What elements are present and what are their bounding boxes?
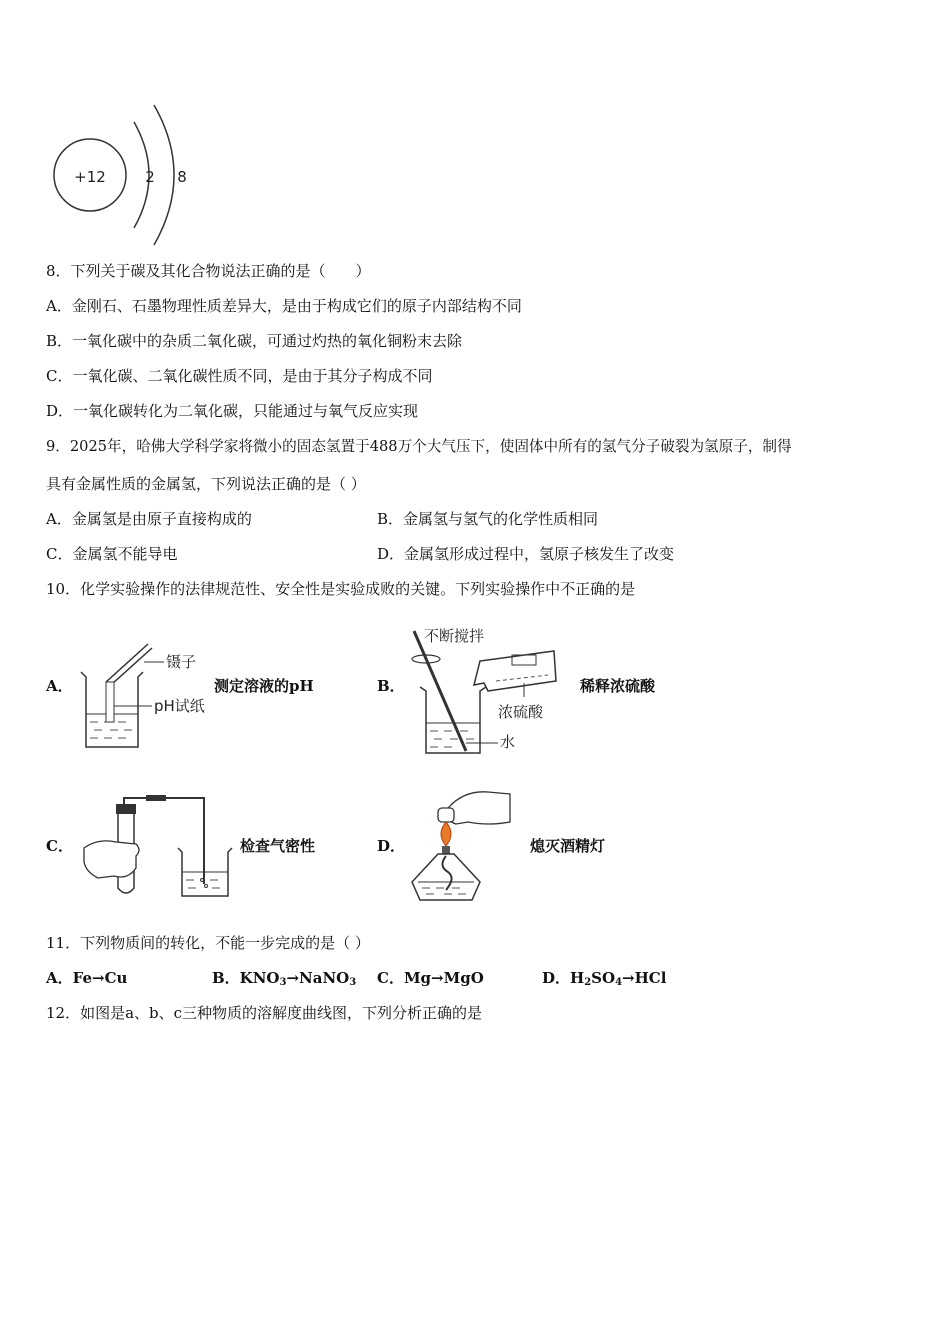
- q10-c-caption: 检查气密性: [240, 837, 316, 855]
- tweezers-arm-1: [106, 644, 148, 682]
- q9-option-c: C．金属氢不能导电: [46, 545, 178, 563]
- q9-option-d: D．金属氢形成过程中，氢原子核发生了改变: [377, 545, 675, 563]
- label-water: 水: [500, 733, 516, 751]
- lamp-body: [412, 854, 480, 900]
- electron-shell-2: [154, 105, 174, 245]
- shell-1-electrons: 2: [145, 168, 155, 186]
- q10-b-letter: B．: [377, 677, 405, 695]
- shell-2-electrons: 8: [177, 168, 187, 186]
- liquid-pattern: [90, 722, 132, 738]
- alcohol-lamp-figure: [408, 786, 518, 906]
- nucleus-charge: +12: [74, 168, 106, 186]
- reagent-bottle: [474, 651, 556, 691]
- q10-c-letter: C．: [46, 837, 73, 855]
- q11-option-a: A．Fe→Cu: [46, 969, 128, 987]
- flame: [441, 822, 451, 846]
- q9-stem-line2: 具有金属性质的金属氢，下列说法正确的是（ ）: [46, 475, 366, 493]
- tweezers-arm-2: [112, 648, 152, 684]
- lamp-cap: [438, 808, 454, 822]
- label-tweezers: 镊子: [166, 653, 197, 671]
- q9-stem-line1: 9．2025年，哈佛大学科学家将微小的固态氢置于488万个大气压下，使固体中所有的氢气分子破裂为氢原子，制得: [46, 438, 792, 455]
- q8-option-c: C．一氧化碳、二氧化碳性质不同，是由于其分子构成不同: [46, 367, 433, 385]
- label-ph-paper: pH试纸: [154, 697, 205, 715]
- label-stir: 不断搅拌: [424, 627, 485, 645]
- hand-d: [447, 792, 510, 824]
- q10-a-caption: 测定溶液的pH: [214, 677, 314, 695]
- q11-stem: 11．下列物质间的转化，不能一步完成的是（ ）: [46, 934, 370, 952]
- label-conc-acid: 浓硫酸: [498, 703, 544, 721]
- ph-test-figure: [76, 642, 216, 752]
- q12-stem: 12．如图是a、b、c三种物质的溶解度曲线图，下列分析正确的是: [46, 1004, 483, 1022]
- glass-rod: [414, 631, 466, 751]
- q8-option-a: A．金刚石、石墨物理性质差异大，是由于构成它们的原子内部结构不同: [46, 297, 522, 315]
- ph-paper: [106, 682, 114, 722]
- q8-option-d: D．一氧化碳转化为二氧化碳，只能通过与氧气反应实现: [46, 402, 419, 420]
- q10-d-letter: D．: [377, 837, 406, 855]
- q8-option-b: B．一氧化碳中的杂质二氧化碳，可通过灼热的氧化铜粉末去除: [46, 332, 463, 350]
- q10-b-caption: 稀释浓硫酸: [580, 677, 656, 695]
- atom-structure-diagram: [46, 100, 246, 250]
- dilute-acid-figure: [408, 625, 568, 755]
- q10-a-letter: A．: [46, 677, 73, 695]
- q11-option-b: B．$KNO_3\to NaNO_3$: [212, 969, 357, 988]
- q8-stem: 8．下列关于碳及其化合物说法正确的是（ ）: [46, 262, 371, 280]
- airtightness-figure: [78, 792, 228, 902]
- q10-d-caption: 熄灭酒精灯: [530, 837, 606, 855]
- q10-stem: 10．化学实验操作的法律规范性、安全性是实验成败的关键。下列实验操作中不正确的是: [46, 580, 636, 598]
- q9-option-b: B．金属氢与氢气的化学性质相同: [377, 510, 599, 528]
- hand: [84, 841, 139, 878]
- q11-option-d: D．$H_2SO_4\to HCl$: [542, 969, 667, 988]
- q9-option-a: A．金属氢是由原子直接构成的: [46, 510, 252, 528]
- q11-option-c: C．Mg→MgO: [377, 969, 484, 987]
